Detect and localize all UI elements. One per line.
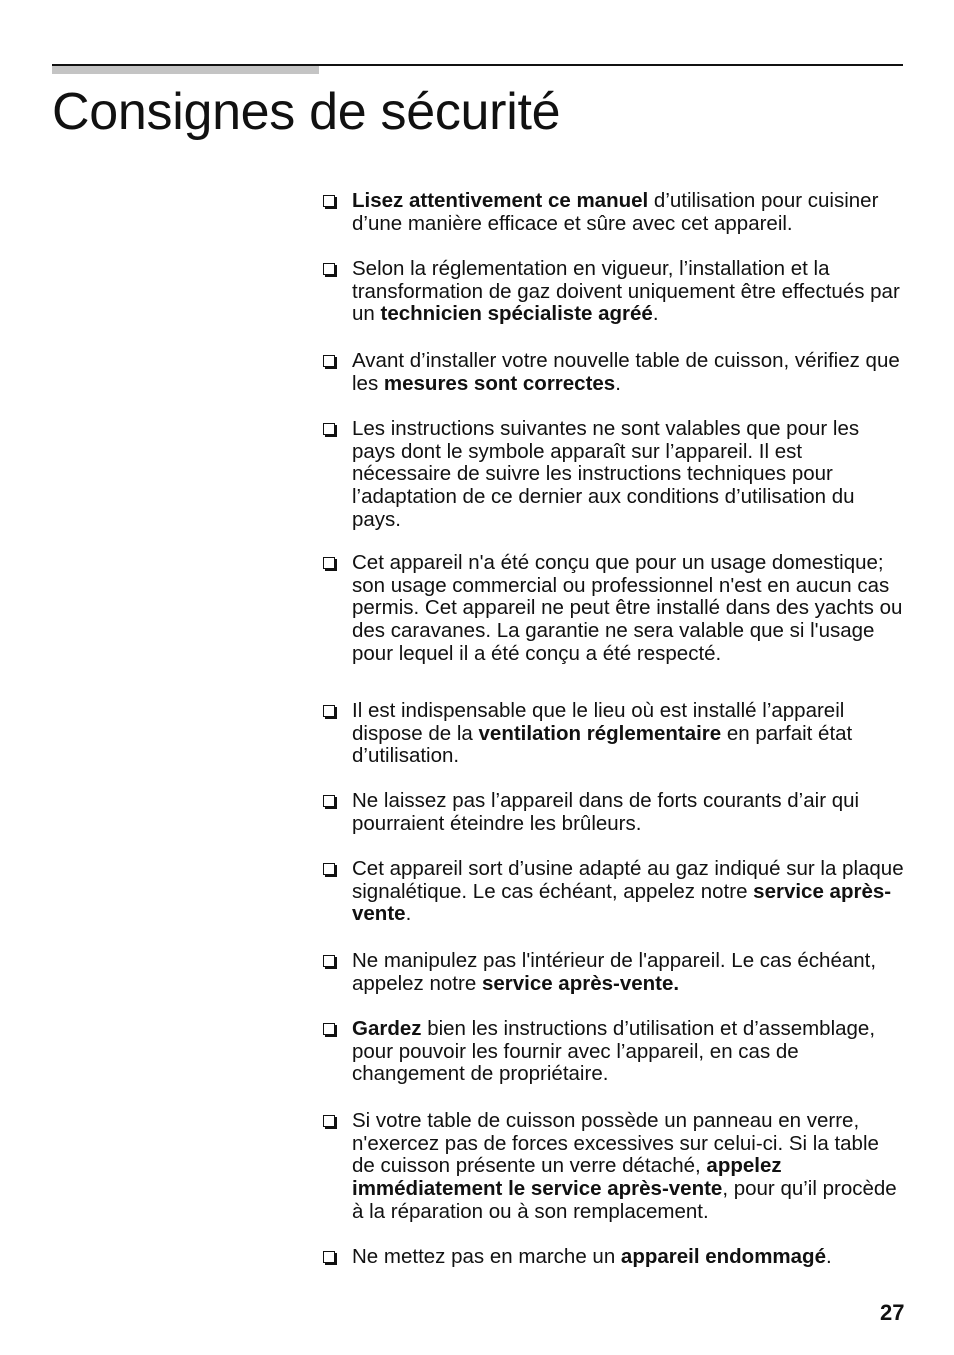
body-text: d’utilisation pour cuisiner d’une manière efficace et sûre avec cet appareil. <box>352 189 879 235</box>
body-text: Cet appareil sort d’usine adapté au gaz indiqué sur la plaque signalétique. Le cas échéant, appelez notre <box>352 857 904 903</box>
body-text: Avant d’installer votre nouvelle table de cuisson, vérifiez que les <box>352 349 900 395</box>
list-item-text <box>352 418 906 532</box>
checkbox-bullet-icon <box>323 705 335 717</box>
list-item <box>322 350 906 395</box>
list-item-text <box>352 950 906 995</box>
body-text: en parfait état d’utilisation. <box>352 721 853 768</box>
list-item-text <box>352 700 906 768</box>
list-item-text <box>352 1018 906 1086</box>
page-title: Consignes de sécurité <box>52 83 561 141</box>
body-text: . <box>615 371 621 395</box>
checkbox-bullet-icon <box>323 263 335 275</box>
list-item <box>322 1018 906 1086</box>
list-item-text <box>352 190 906 235</box>
header-rule-grey <box>52 66 319 74</box>
emphasis-text: mesures sont correctes <box>383 371 616 395</box>
body-text: Si votre table de cuisson possède un panneau en verre, n'exercez pas de forces excessives sur celui-ci. Si la table de cuisson présente un verre détaché, <box>352 1109 879 1178</box>
checkbox-bullet-icon <box>323 355 335 367</box>
checkbox-bullet-icon <box>323 423 335 435</box>
body-text: bien les instructions d’utilisation et d’assemblage, pour pouvoir les fournir avec l’appareil, en cas de changement de propriétaire. <box>352 1017 876 1086</box>
checkbox-bullet-icon <box>323 863 335 875</box>
list-item-text <box>352 552 906 666</box>
body-text: . <box>652 302 659 326</box>
body-text: Selon la réglementation en vigueur, l’installation et la transformation de gaz doivent uniquement être effectués par un <box>352 257 900 326</box>
list-item-text <box>352 1246 906 1269</box>
body-text: Cet appareil n'a été conçu que pour un usage domestique; son usage commercial ou professionnel n'est en aucun cas permis. Cet appareil ne peut être installé dans des yachts ou des caravanes. La garantie ne sera valable que si l'usage pour lequel il a été conçu a été respecté. <box>352 551 903 665</box>
checkbox-bullet-icon <box>323 195 335 207</box>
emphasis-text: ventilation réglementaire <box>478 721 722 745</box>
checkbox-bullet-icon <box>323 1023 335 1035</box>
checkbox-bullet-icon <box>323 557 335 569</box>
checkbox-bullet-icon <box>323 1251 335 1263</box>
body-text: Les instructions suivantes ne sont valables que pour les pays dont le symbole apparaît sur l’appareil. Il est nécessaire de suivre les instructions techniques pour l’adaptation de ce dernier aux conditions d’utilisation du pays. <box>352 417 860 531</box>
body-text: Ne mettez pas en marche un <box>352 1245 621 1268</box>
list-item <box>322 258 906 326</box>
emphasis-text: appareil endommagé <box>620 1245 826 1268</box>
list-item-text <box>352 1110 906 1224</box>
list-item <box>322 552 906 666</box>
emphasis-text: service après-vente. <box>481 971 680 995</box>
list-item <box>322 1246 906 1269</box>
checkbox-bullet-icon <box>323 795 335 807</box>
list-item-text <box>352 350 906 395</box>
emphasis-text: service après-vente <box>352 879 892 926</box>
list-item-text <box>352 258 906 326</box>
emphasis-text: Lisez attentivement ce manuel <box>352 189 649 212</box>
body-text: , pour qu’il procède à la réparation ou à son remplacement. <box>352 1177 897 1223</box>
list-item <box>322 1110 906 1224</box>
body-text: Ne laissez pas l’appareil dans de forts courants d’air qui pourraient éteindre les brûleurs. <box>352 789 860 835</box>
list-item-text <box>352 790 906 835</box>
list-item-text <box>352 858 906 926</box>
checkbox-bullet-icon <box>323 1115 335 1127</box>
body-text: . <box>825 1245 832 1268</box>
checkbox-bullet-icon <box>323 955 335 967</box>
emphasis-text: Gardez <box>352 1017 422 1040</box>
emphasis-text: appelez immédiatement le service après-vente <box>352 1154 782 1201</box>
body-text: Il est indispensable que le lieu où est installé l’appareil dispose de la <box>352 699 845 745</box>
list-item <box>322 790 906 835</box>
list-item <box>322 950 906 995</box>
list-item <box>322 858 906 926</box>
list-item <box>322 418 906 532</box>
body-text: Ne manipulez pas l'intérieur de l'appareil. Le cas échéant, appelez notre <box>352 949 877 995</box>
list-item <box>322 700 906 768</box>
list-item <box>322 190 906 235</box>
body-text: . <box>405 902 412 926</box>
page-number: 27 <box>880 1300 905 1325</box>
emphasis-text: technicien spécialiste agréé <box>380 302 653 326</box>
